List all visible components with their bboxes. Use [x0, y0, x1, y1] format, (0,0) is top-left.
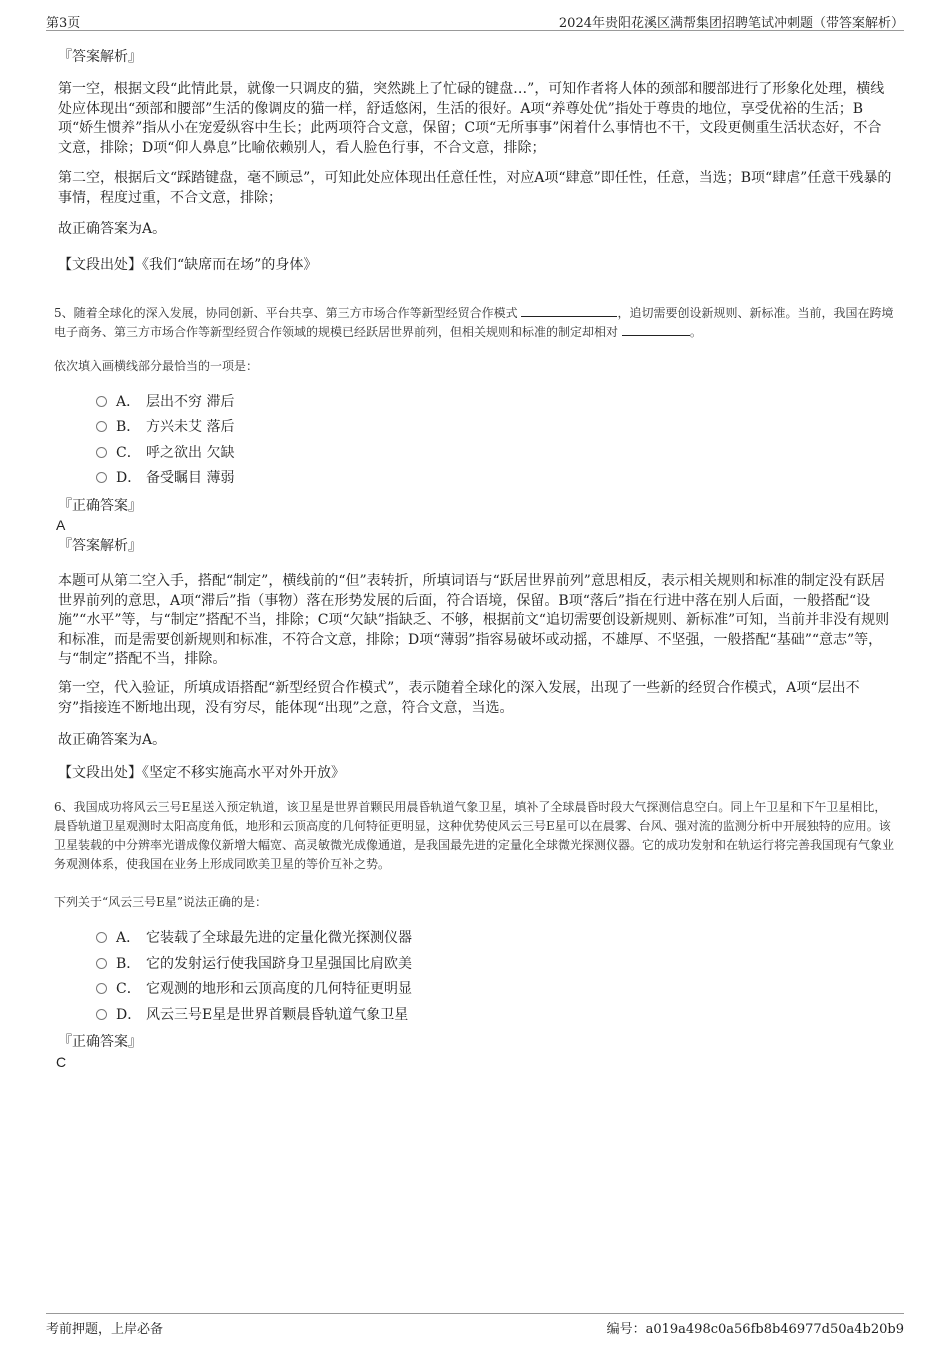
- page-header: [46, 12, 904, 31]
- document-title: 2024年贵阳花溪区满帮集团招聘笔试冲刺题（带答案解析）: [558, 16, 904, 31]
- q6-option-d[interactable]: D． 风云三号E星是世界首颗晨昏轨道气象卫星: [96, 1006, 408, 1024]
- q5-answer-label: 『正确答案』: [58, 498, 142, 514]
- radio-icon[interactable]: [96, 472, 107, 483]
- q5-option-d[interactable]: D． 备受瞩目 薄弱: [96, 469, 234, 487]
- q4-analysis-p2: 第二空，根据后文“踩踏键盘，毫不顾忌”，可知此处应体现出任意任性，对应A项“肆意”即任性，任意，当选；B项“肆虐”任意干残暴的事情，程度过重，不合文意，排除；: [58, 170, 892, 206]
- radio-icon[interactable]: [96, 396, 107, 407]
- q4-analysis-label: 『答案解析』: [58, 49, 142, 65]
- footer-doc-id: 编号：a019a498c0a56fb8b46977d50a4b20b9: [606, 1322, 904, 1337]
- q6-answer-label: 『正确答案』: [58, 1034, 142, 1050]
- footer-slogan: 考前押题，上岸必备: [46, 1322, 164, 1337]
- q5-analysis-p1: 本题可从第二空入手，搭配“制定”，横线前的“但”表转折，所填词语与“跃居世界前列”意思相反，表示相关规则和标准的制定没有跃居世界前列的意思，A项“滞后”指（事物）落在形势发展的后面，符合语境，保留。B项“落后”指在行进中落在别人后面，一般搭配“设施”“水平”等，与“制定”搭配不当，排除；C项“欠缺”指缺乏、不够，根据前文“追切需要创设新规则、新标准”可知，当前并非没有规则和标准，而是需要创新规则和标准，不符合文意，排除；D项“薄弱”指容易破坏或动摇，不雄厚、不坚强，一般搭配“基础”“意志”等，与“制定”搭配不当，排除。: [58, 573, 890, 667]
- radio-icon[interactable]: [96, 447, 107, 458]
- q5-option-b[interactable]: B． 方兴未艾 落后: [96, 418, 234, 436]
- q6-option-b[interactable]: B． 它的发射运行使我国跻身卫星强国比肩欧美: [96, 955, 412, 973]
- q4-analysis-p1: 第一空，根据文段“此情此景，就像一只调皮的猫，突然跳上了忙碌的键盘…”，可知作者将人体的颈部和腰部进行了形象化处理，横线处应体现出“颈部和腰部”生活的像调皮的猫一样，舒适悠闲，生活的很好。A项“养尊处优”指处于尊贵的地位，享受优裕的生活；B项“娇生惯养”指从小在宠爱纵容中生长；此两项符合文意，保留；C项“无所事事”闲着什么事情也不干，文段更侧重生活状态好，不合文意，排除；D项“仰人鼻息”比喻依赖别人，看人脸色行事，不合文意，排除；: [58, 81, 885, 156]
- q6-stem: 6、我国成功将风云三号E星送入预定轨道，该卫星是世界首颗民用晨昏轨道气象卫星，填补了全球晨昏时段大气探测信息空白。同上午卫星和下午卫星相比，晨昏轨道卫星观测时太阳高度角低，地形和云顶高度的几何特征更明显，这种优势使风云三号E星可以在晨雾、台风、强对流的监测分析中开展独特的应用。该卫星装载的中分辨率光谱成像仪新增大幅宽、高灵敏微光成像通道，是我国最先进的定量化全球微光探测仪器。它的成功发射和在轨运行将完善我国现有气象业务观测体系，使我国在业务上形成同欧美卫星的等价互补之势。: [54, 800, 895, 871]
- radio-icon[interactable]: [96, 958, 107, 969]
- q5-option-a[interactable]: A． 层出不穷 滞后: [96, 393, 234, 411]
- q4-source: 【文段出处】《我们“缺席而在场”的身体》: [58, 257, 318, 273]
- radio-icon[interactable]: [96, 1009, 107, 1020]
- radio-icon[interactable]: [96, 421, 107, 432]
- q5-prompt: 依次填入画横线部分最恰当的一项是：: [54, 359, 259, 373]
- q6-prompt: 下列关于“风云三号E星”说法正确的是：: [54, 895, 268, 909]
- radio-icon[interactable]: [96, 983, 107, 994]
- q5-blank-2: [622, 323, 690, 336]
- page-footer: [46, 1313, 904, 1337]
- q5-blank-1: [521, 304, 617, 317]
- q5-option-c[interactable]: C． 呼之欲出 欠缺: [96, 444, 234, 462]
- q4-conclusion: 故正确答案为A。: [58, 221, 167, 237]
- q5-stem: 5、随着全球化的深入发展，协同创新、平台共享、第三方市场合作等新型经贸合作模式 ，追切需要创设新规则、新标准。当前，我国在跨境电子商务、第三方市场合作等新型经贸合作领域的规模已经跃居世界前列，但相关规则和标准的制定却相对 。: [54, 306, 894, 339]
- page-number: 第3页: [46, 16, 81, 31]
- q5-conclusion: 故正确答案为A。: [58, 732, 167, 748]
- q5-source: 【文段出处】《坚定不移实施高水平对外开放》: [58, 765, 345, 781]
- q6-option-a[interactable]: A． 它装载了全球最先进的定量化微光探测仪器: [96, 929, 412, 947]
- q6-option-c[interactable]: C． 它观测的地形和云顶高度的几何特征更明显: [96, 980, 412, 998]
- q6-answer: C: [56, 1054, 67, 1070]
- q5-analysis-label: 『答案解析』: [58, 538, 142, 554]
- q5-analysis-p2: 第一空，代入验证，所填成语搭配“新型经贸合作模式”，表示随着全球化的深入发展，出现了一些新的经贸合作模式，A项“层出不穷”指接连不断地出现，没有穷尽，能体现“出现”之意，符合文意，当选。: [58, 680, 860, 716]
- q5-answer: A: [56, 517, 66, 533]
- radio-icon[interactable]: [96, 932, 107, 943]
